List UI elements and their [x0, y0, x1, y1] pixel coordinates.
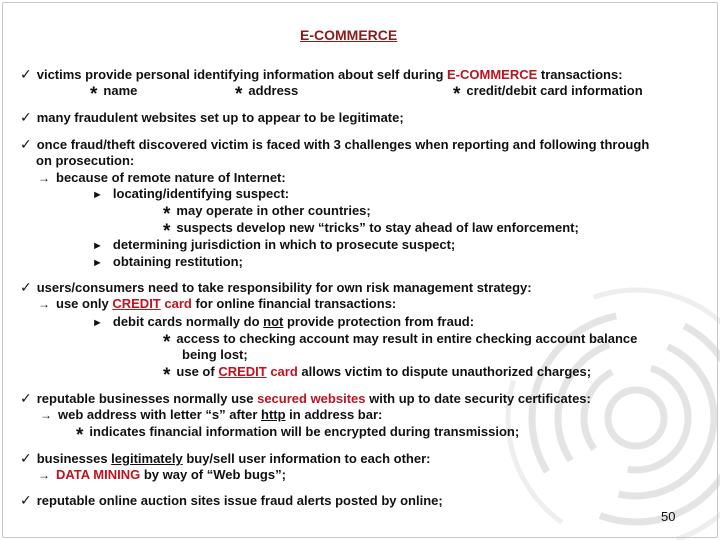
sub-debit-cards: ► debit cards normally do not provide protection from fraud:	[92, 314, 475, 329]
bullet-challenges-cont: on prosecution:	[36, 153, 135, 168]
bullet-risk-management: ✓ users/consumers need to take responsibility for own risk management strategy:	[20, 279, 532, 295]
legitimately-underlined: legitimately	[111, 451, 183, 466]
credit-highlight: CREDIT	[112, 296, 161, 311]
triangle-icon: ►	[92, 189, 103, 201]
check-icon: ✓	[20, 492, 32, 508]
triangle-icon: ►	[92, 240, 103, 252]
bullet-fraudulent-websites: ✓ many fraudulent websites set up to appear to be legitimate;	[20, 109, 404, 125]
triangle-icon: ►	[92, 317, 103, 329]
star-icon: *	[90, 84, 98, 105]
sub-other-countries: * may operate in other countries;	[163, 203, 371, 225]
arrow-icon: →	[38, 297, 50, 311]
star-icon: *	[235, 84, 243, 105]
secured-websites-highlight: secured websites	[257, 391, 366, 406]
data-mining-highlight: DATA MINING	[56, 467, 141, 482]
arrow-icon: →	[38, 171, 50, 185]
sub-web-address: → web address with letter “s” after http in address bar:	[40, 407, 383, 422]
sub-remote-nature: → because of remote nature of Internet:	[38, 170, 286, 185]
sub-data-mining: → DATA MINING by way of “Web bugs”;	[38, 467, 286, 482]
arrow-icon: →	[40, 408, 52, 422]
bullet-challenges: ✓ once fraud/theft discovered victim is faced with 3 challenges when reporting and following through	[20, 136, 650, 152]
star-icon: *	[76, 425, 84, 446]
check-icon: ✓	[20, 136, 32, 152]
credit-highlight: CREDIT	[218, 364, 267, 379]
sub-checking-access-cont: being lost;	[182, 347, 248, 362]
check-icon: ✓	[20, 109, 32, 125]
bullet-buy-sell-info: ✓ businesses legitimately buy/sell user information to each other:	[20, 450, 431, 466]
sub-locating: ► locating/identifying suspect:	[92, 186, 290, 201]
star-icon: *	[163, 332, 171, 353]
check-icon: ✓	[20, 66, 32, 82]
ecommerce-highlight: E-COMMERCE	[447, 67, 538, 82]
sub-restitution: ► obtaining restitution;	[92, 254, 243, 269]
star-icon: *	[453, 84, 461, 105]
sub-use-credit-card: → use only CREDIT card for online financial transactions:	[38, 296, 397, 311]
sub-credit-dispute: * use of CREDIT card allows victim to dispute unauthorized charges;	[163, 364, 592, 386]
page-number: 50	[661, 509, 676, 524]
http-underlined: http	[261, 407, 286, 422]
sub-item-address: * address	[235, 83, 299, 105]
sub-item-card-info: * credit/debit card information	[453, 83, 643, 105]
sub-new-tricks: * suspects develop new “tricks” to stay ahead of law enforcement;	[163, 220, 579, 242]
star-icon: *	[163, 204, 171, 225]
arrow-icon: →	[38, 468, 50, 482]
slide-title: E-COMMERCE	[300, 27, 398, 43]
check-icon: ✓	[20, 390, 32, 406]
star-icon: *	[163, 221, 171, 242]
bullet-secured-websites: ✓ reputable businesses normally use secured websites with up to date security certificates:	[20, 390, 591, 406]
bullet-auction-sites: ✓ reputable online auction sites issue fraud alerts posted by online;	[20, 492, 443, 508]
bullet-victims: ✓ victims provide personal identifying information about self during E-COMMERCE transactions:	[20, 66, 623, 82]
triangle-icon: ►	[92, 257, 103, 269]
check-icon: ✓	[20, 450, 32, 466]
not-underlined: not	[263, 314, 284, 329]
sub-item-name: * name	[90, 83, 138, 105]
sub-jurisdiction: ► determining jurisdiction in which to prosecute suspect;	[92, 237, 456, 252]
sub-encrypted: * indicates financial information will be encrypted during transmission;	[76, 424, 520, 446]
star-icon: *	[163, 365, 171, 386]
check-icon: ✓	[20, 279, 32, 295]
sub-checking-access: * access to checking account may result in entire checking account balance	[163, 331, 638, 353]
